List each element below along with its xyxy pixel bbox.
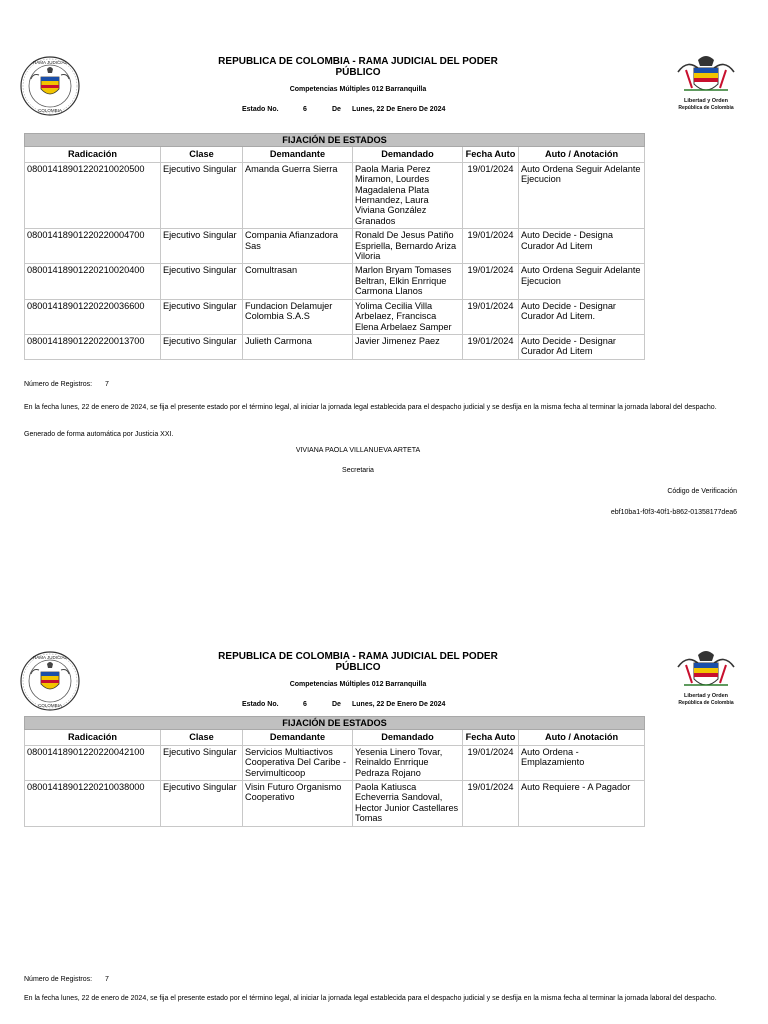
registros-value: 7	[105, 976, 109, 983]
table-row	[25, 229, 645, 264]
rama-judicial-seal-icon	[19, 55, 81, 117]
svg-text:Libertad y Orden: Libertad y Orden	[683, 693, 729, 699]
secretaria-name: VIVIANA PAOLA VILLANUEVA ARTETA	[295, 447, 421, 454]
secretaria-role: Secretaria	[342, 467, 374, 474]
auto-cell: Auto Decide - Designar Curador Ad Litem	[519, 334, 645, 359]
radicacion-cell: 08001418901220210020500	[25, 162, 161, 228]
fecha-cell: 19/01/2024	[463, 229, 519, 264]
registros-label: Número de Registros:	[24, 976, 93, 983]
column-header-clase: Clase	[161, 730, 243, 745]
column-header-radicacion: Radicación	[25, 147, 161, 162]
column-header-fecha-auto: Fecha Auto	[463, 147, 519, 162]
table-row	[25, 781, 645, 827]
demandado-cell: Yesenia Linero Tovar, Reinaldo Enrrique Pedraza Rojano	[353, 745, 463, 780]
demandante-cell: Fundacion Delamujer Colombia S.A.S	[243, 299, 353, 334]
registros-label: Número de Registros:	[24, 381, 93, 388]
column-header-demandado: Demandado	[353, 147, 463, 162]
generado-note: Generado de forma automática por Justicia XXI.	[24, 431, 174, 438]
column-header-demandado: Demandado	[353, 730, 463, 745]
estado-date: Lunes, 22 De Enero De 2024	[352, 106, 446, 113]
clase-cell: Ejecutivo Singular	[161, 299, 243, 334]
de-label: De	[332, 701, 341, 708]
column-header-clase: Clase	[161, 147, 243, 162]
fijacion-statement: En la fecha lunes, 22 de enero de 2024, se fija el presente estado por el término legal, al iniciar la jornada legal establecida para el despacho judicial y se desfija en la misma fecha al terminar la jornada laboral del despacho.	[24, 404, 717, 411]
colombia-coat-of-arms-icon	[672, 52, 740, 114]
auto-cell: Auto Ordena - Emplazamiento	[519, 745, 645, 780]
estado-date: Lunes, 22 De Enero De 2024	[352, 701, 446, 708]
despacho-name: Competencias Múltiples 012 Barranquilla	[289, 681, 427, 688]
column-header-demandante: Demandante	[243, 147, 353, 162]
svg-text:República de Colombia: República de Colombia	[678, 105, 734, 111]
auto-cell: Auto Ordena Seguir Adelante Ejecucion	[519, 162, 645, 228]
document-title: REPUBLICA DE COLOMBIA - RAMA JUDICIAL DEL PODER PÚBLICO	[218, 56, 498, 78]
estado-number: 6	[303, 106, 307, 113]
colombia-coat-of-arms-icon	[672, 647, 740, 709]
fijacion-table	[24, 716, 645, 827]
fecha-cell: 19/01/2024	[463, 745, 519, 780]
demandado-cell: Ronald De Jesus Patiño Espriella, Bernardo Ariza Viloria	[353, 229, 463, 264]
demandado-cell: Paola Maria Perez Miramon, Lourdes Magadalena Plata Hernandez, Laura Viviana González Granados	[353, 162, 463, 228]
estado-number: 6	[303, 701, 307, 708]
fecha-cell: 19/01/2024	[463, 299, 519, 334]
fecha-cell: 19/01/2024	[463, 781, 519, 827]
table-row	[25, 334, 645, 359]
svg-text:COLOMBIA: COLOMBIA	[38, 703, 62, 708]
radicacion-cell: 08001418901220220042100	[25, 745, 161, 780]
clase-cell: Ejecutivo Singular	[161, 229, 243, 264]
clase-cell: Ejecutivo Singular	[161, 264, 243, 299]
clase-cell: Ejecutivo Singular	[161, 162, 243, 228]
demandado-cell: Paola Katiusca Echeverria Sandoval, Hector Junior Castellares Tomas	[353, 781, 463, 827]
auto-cell: Auto Ordena Seguir Adelante Ejecucion	[519, 264, 645, 299]
demandado-cell: Marlon Bryam Tomases Beltran, Elkin Enrrique Carmona Llanos	[353, 264, 463, 299]
demandante-cell: Visin Futuro Organismo Cooperativo	[243, 781, 353, 827]
estado-label: Estado No.	[242, 106, 279, 113]
column-header-radicacion: Radicación	[25, 730, 161, 745]
column-header-fecha-auto: Fecha Auto	[463, 730, 519, 745]
fijacion-statement: En la fecha lunes, 22 de enero de 2024, se fija el presente estado por el término legal, al iniciar la jornada legal establecida para el despacho judicial y se desfija en la misma fecha al terminar la jornada laboral del despacho.	[24, 995, 717, 1002]
de-label: De	[332, 106, 341, 113]
fecha-cell: 19/01/2024	[463, 264, 519, 299]
auto-cell: Auto Requiere - A Pagador	[519, 781, 645, 827]
demandante-cell: Amanda Guerra Sierra	[243, 162, 353, 228]
document-title: REPUBLICA DE COLOMBIA - RAMA JUDICIAL DEL PODER PÚBLICO	[218, 651, 498, 673]
table-row	[25, 299, 645, 334]
table-row	[25, 745, 645, 780]
despacho-name: Competencias Múltiples 012 Barranquilla	[289, 86, 427, 93]
table-row	[25, 264, 645, 299]
radicacion-cell: 08001418901220210020400	[25, 264, 161, 299]
radicacion-cell: 08001418901220210038000	[25, 781, 161, 827]
demandado-cell: Yolima Cecilia Villa Arbelaez, Francisca Elena Arbelaez Samper	[353, 299, 463, 334]
table-row	[25, 162, 645, 228]
radicacion-cell: 08001418901220220036600	[25, 299, 161, 334]
clase-cell: Ejecutivo Singular	[161, 334, 243, 359]
svg-text:COLOMBIA: COLOMBIA	[38, 108, 62, 113]
svg-text:RAMA JUDICIAL: RAMA JUDICIAL	[32, 60, 68, 65]
demandado-cell: Javier Jimenez Paez	[353, 334, 463, 359]
radicacion-cell: 08001418901220220013700	[25, 334, 161, 359]
column-header-auto-anotacion: Auto / Anotación	[519, 147, 645, 162]
estado-label: Estado No.	[242, 701, 279, 708]
table-banner: FIJACIÓN DE ESTADOS	[25, 717, 645, 730]
demandante-cell: Servicios Multiactivos Cooperativa Del Caribe - Servimulticoop	[243, 745, 353, 780]
svg-text:Libertad y Orden: Libertad y Orden	[683, 98, 729, 104]
demandante-cell: Julieth Carmona	[243, 334, 353, 359]
fecha-cell: 19/01/2024	[463, 334, 519, 359]
codigo-verificacion-label: Código de Verificación	[667, 488, 737, 495]
svg-text:República de Colombia: República de Colombia	[678, 700, 734, 706]
fijacion-table	[24, 133, 645, 360]
column-header-demandante: Demandante	[243, 730, 353, 745]
auto-cell: Auto Decide - Designar Curador Ad Litem.	[519, 299, 645, 334]
table-banner: FIJACIÓN DE ESTADOS	[25, 134, 645, 147]
radicacion-cell: 08001418901220220004700	[25, 229, 161, 264]
codigo-verificacion-value: ebf10ba1-f0f3-40f1-b862-01358177dea6	[610, 509, 737, 516]
clase-cell: Ejecutivo Singular	[161, 781, 243, 827]
demandante-cell: Compania Afianzadora Sas	[243, 229, 353, 264]
registros-value: 7	[105, 381, 109, 388]
rama-judicial-seal-icon	[19, 650, 81, 712]
column-header-auto-anotacion: Auto / Anotación	[519, 730, 645, 745]
auto-cell: Auto Decide - Designa Curador Ad Litem	[519, 229, 645, 264]
svg-text:RAMA JUDICIAL: RAMA JUDICIAL	[32, 655, 68, 660]
clase-cell: Ejecutivo Singular	[161, 745, 243, 780]
fecha-cell: 19/01/2024	[463, 162, 519, 228]
demandante-cell: Comultrasan	[243, 264, 353, 299]
